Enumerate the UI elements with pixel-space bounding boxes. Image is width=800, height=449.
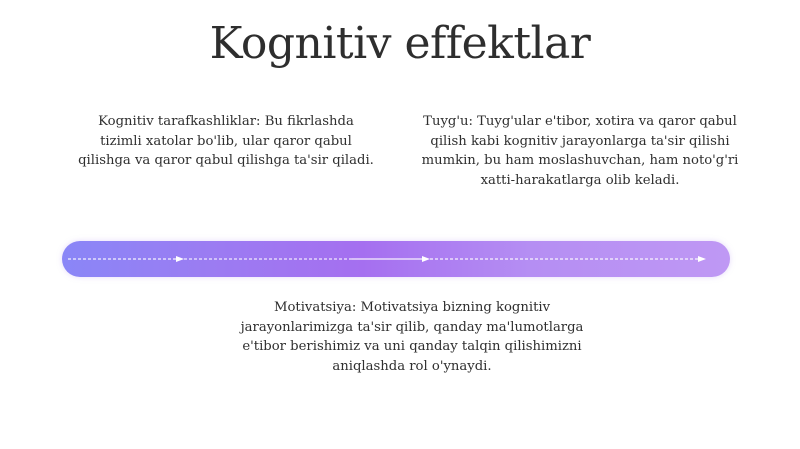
text-block-emotion: Tuyg'u: Tuyg'ular e'tibor, xotira va qaror qabul qilish kabi kognitiv jarayonlarga ta'sir qilishi mumkin, bu ham moslashuvchan, ham noto'g'ri xatti-harakatlarga olib keladi. [421,114,739,188]
timeline-bar [62,241,730,277]
arrow-right-icon [176,256,184,262]
arrow-right-icon [422,256,430,262]
text-block-motivation: Motivatsiya: Motivatsiya bizning kognitiv jarayonlarimizga ta'sir qilib, qanday ma'lumotlarga e'tibor berishimiz va uni qanday talqin qilishimizni aniqlashda rol o'ynaydi. [240,300,584,374]
text-block-cognitive-biases: Kognitiv tarafkashliklar: Bu fikrlashda tizimli xatolar bo'lib, ular qaror qabul qilishga va qaror qabul qilishga ta'sir qiladi. [78,114,374,168]
arrow-right-icon [698,256,706,262]
timeline-arrows [62,241,730,277]
slide-title: Kognitiv effektlar [209,18,591,69]
